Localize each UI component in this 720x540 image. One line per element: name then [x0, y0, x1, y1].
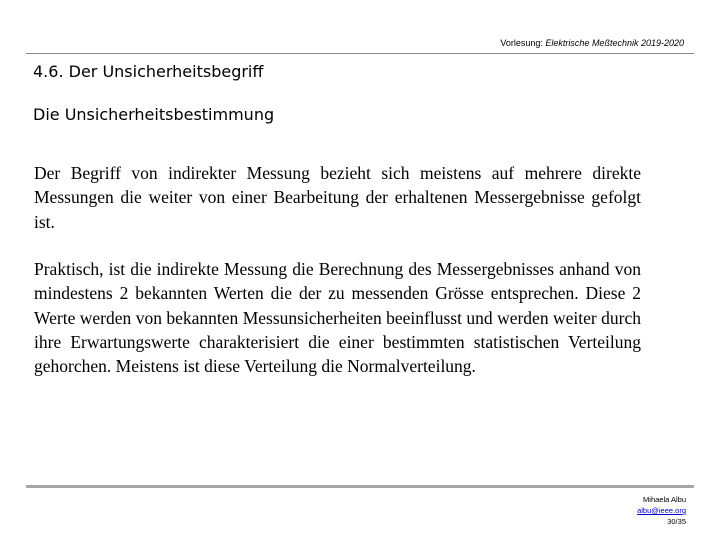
footer [637, 494, 686, 527]
course-prefix: Vorlesung: [500, 38, 546, 48]
course-header [500, 38, 684, 48]
section-title: 4.6. Der Unsicherheitsbegriff [33, 62, 264, 81]
header-divider [26, 53, 694, 54]
page-number: 30/35 [667, 517, 686, 526]
footer-divider [26, 485, 694, 488]
slide-subtitle: Die Unsicherheitsbestimmung [33, 105, 275, 124]
footer-email-link[interactable]: albu@ieee.org [637, 506, 686, 515]
paragraph-calculation: Praktisch, ist die indirekte Messung die Berechnung des Messergebnisses anhand von mindestens 2 bekannten Werten die der zu messenden Grösse entsprechen. Diese 2 Werte werden von bekannten Messunsicherheiten beeinflusst und werden weiter durch ihre Erwartungswerte charakterisiert die einer bestimmten statistischen Verteilung gehorchen. Meistens ist diese Verteilung die Normalverteilung. [34, 259, 641, 377]
footer-author: Mihaela Albu [643, 495, 686, 504]
course-name: Elektrische Meßtechnik 2019-2020 [545, 38, 684, 48]
paragraph-indirect-measurement: Der Begriff von indirekter Messung bezieht sich meistens auf mehrere direkte Messungen die weiter von einer Bearbeitung der erhaltenen Messergebnisse gefolgt ist. [34, 163, 641, 232]
